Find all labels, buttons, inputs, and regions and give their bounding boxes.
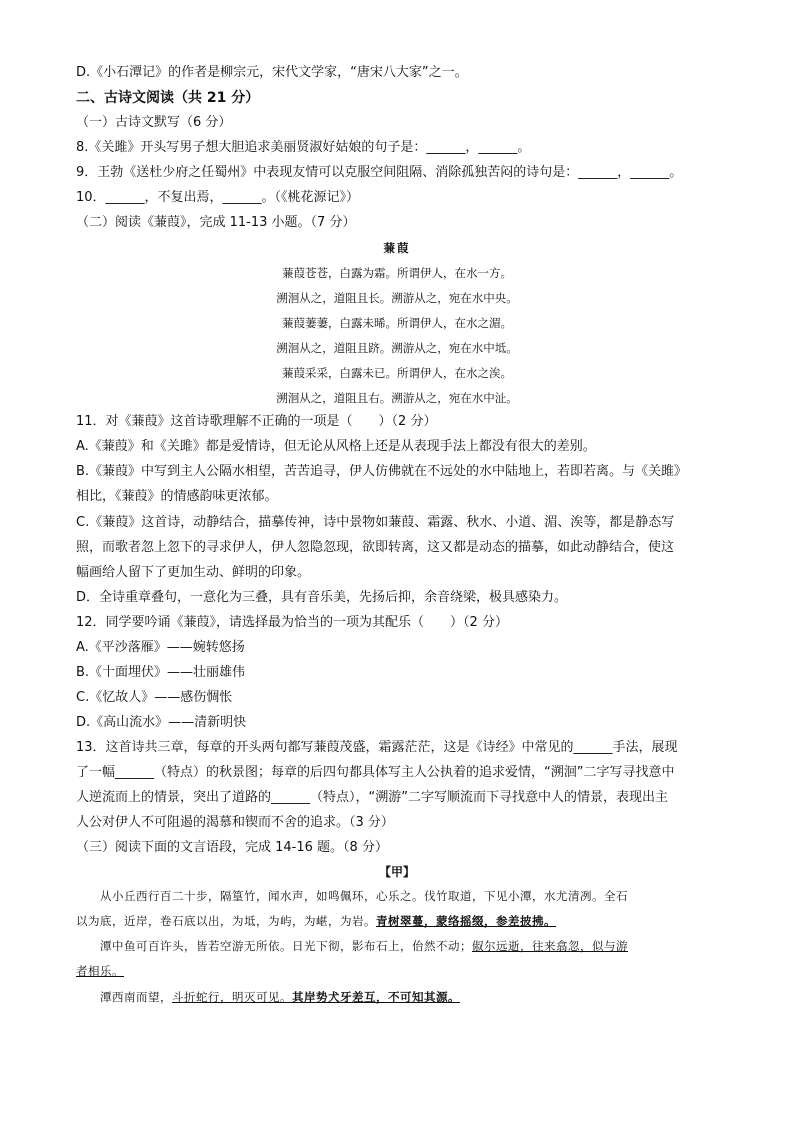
- passage-line: [76, 963, 124, 979]
- poem-line: 溯洄从之，道阻且跻。溯游从之，宛在水中坻。: [276, 341, 518, 355]
- question-13-cont: 了一幅______（特点）的秋景图；每章的后四句都具体写主人公执着的追求爱情，“溯洄”二字写寻找意中: [76, 765, 675, 780]
- poem-line: 蒹葭萋萋，白露未晞。所谓伊人，在水之湄。: [282, 316, 512, 330]
- question-11-stem: 11．对《蒹葭》这首诗歌理解不正确的一项是（ ）（2 分）: [76, 414, 437, 429]
- question-11-option-c: C.《蒹葭》这首诗，动静结合，描摹传神，诗中景物如蒹葭、霜露、秋水、小道、湄、涘等，都是静态写: [76, 515, 675, 530]
- question-11-option-c-cont: 照，而歌者忽上忽下的寻求伊人，伊人忽隐忽现，欲即转离，这又都是动态的描摹，如此动静结合，使这: [76, 540, 675, 555]
- question-12-stem: 12．同学要吟诵《蒹葭》，请选择最为恰当的一项为其配乐（ ）（2 分）: [76, 615, 508, 630]
- poem-title: 蒹葭: [383, 241, 411, 255]
- poem-line: 溯洄从之，道阻且右。溯游从之，宛在水中沚。: [276, 391, 518, 405]
- question-10: 10．______，不复出焉，______。（《桃花源记》）: [76, 190, 360, 205]
- passage-line: [76, 913, 556, 929]
- section-2-title: 二、古诗文阅读（共 21 分）: [76, 90, 260, 106]
- passage-bold-underlined: 青树翠蔓，蒙络摇缀，参差披拂。: [376, 914, 556, 928]
- passage-line: [100, 938, 628, 954]
- passage-header: 【甲】: [378, 865, 415, 879]
- question-9: 9．王勃《送杜少府之任蜀州》中表现友情可以克服空间阻隔、消除孤独苦闷的诗句是：______，______。: [76, 165, 683, 180]
- question-11-option-a: A.《蒹葭》和《关雎》都是爱情诗，但无论从风格上还是从表现手法上都没有很大的差别。: [76, 439, 596, 454]
- question-13: 13．这首诗共三章，每章的开头两句都写蒹葭茂盛，霜露茫茫，这是《诗经》中常见的______手法，展现: [76, 740, 678, 755]
- passage-bold-underlined: 其岸势犬牙差互，不可知其源。: [292, 990, 460, 1004]
- poem-line: 蒹葭采采，白露未已。所谓伊人，在水之涘。: [282, 366, 512, 380]
- passage-text: 潭中鱼可百许头，皆若空游无所依。日光下彻，影布石上，佁然不动；: [100, 939, 472, 953]
- q7-option-d: D.《小石潭记》的作者是柳宗元，宋代文学家，“唐宋八大家”之一。: [76, 65, 468, 80]
- question-13-cont: 人逆流而上的情景，突出了道路的______（特点），“溯游”二字写顺流而下寻找意中人的情景，表现出主: [76, 790, 668, 805]
- passage-text: 潭西南而望，: [100, 990, 172, 1004]
- question-13-cont: 人公对伊人不可阻遏的渴慕和锲而不舍的追求。（3 分）: [76, 815, 394, 830]
- question-12-option-b: B.《十面埋伏》——壮丽雄伟: [76, 665, 246, 680]
- subsection-2-title: （二）阅读《蒹葭》，完成 11-13 小题。（7 分）: [76, 215, 356, 230]
- question-12-option-d: D.《高山流水》——清新明快: [76, 715, 247, 730]
- passage-line: 从小丘西行百二十步，隔篁竹，闻水声，如鸣佩环，心乐之。伐竹取道，下见小潭，水尤清冽。全石: [100, 889, 628, 903]
- question-11-option-b: B.《蒹葭》中写到主人公隔水相望，苦苦追寻，伊人仿佛就在不远处的水中陆地上，若即若离。与《关雎》: [76, 464, 688, 479]
- poem-line: 溯洄从之，道阻且长。溯游从之，宛在水中央。: [276, 291, 518, 305]
- subsection-3-title: （三）阅读下面的文言语段，完成 14-16 题。（8 分）: [76, 840, 388, 855]
- passage-underlined: 俶尔远逝，往来翕忽，似与游: [472, 939, 628, 953]
- question-11-option-d: D．全诗重章叠句，一意化为三叠，具有音乐美，先扬后抑，余音绕梁，极具感染力。: [76, 590, 568, 605]
- poem-line: 蒹葭苍苍，白露为霜。所谓伊人，在水一方。: [282, 266, 512, 280]
- passage-underlined: 斗折蛇行，明灭可见。: [172, 990, 292, 1004]
- question-8: 8.《关雎》开头写男子想大胆追求美丽贤淑好姑娘的句子是：______，______。: [76, 140, 531, 155]
- question-11-option-c-cont: 幅画给人留下了更加生动、鲜明的印象。: [76, 565, 311, 580]
- passage-line: [100, 989, 460, 1005]
- question-12-option-a: A.《平沙落雁》——婉转悠扬: [76, 640, 245, 655]
- question-12-option-c: C.《忆故人》——感伤惆怅: [76, 690, 233, 705]
- subsection-1-title: （一）古诗文默写（6 分）: [76, 115, 232, 130]
- question-11-option-b-cont: 相比，《蒹葭》的情感韵味更浓郁。: [76, 489, 278, 504]
- passage-text: 以为底，近岸，卷石底以出，为坻，为屿，为嵁，为岩。: [76, 914, 376, 928]
- passage-underlined: 者相乐。: [76, 964, 124, 978]
